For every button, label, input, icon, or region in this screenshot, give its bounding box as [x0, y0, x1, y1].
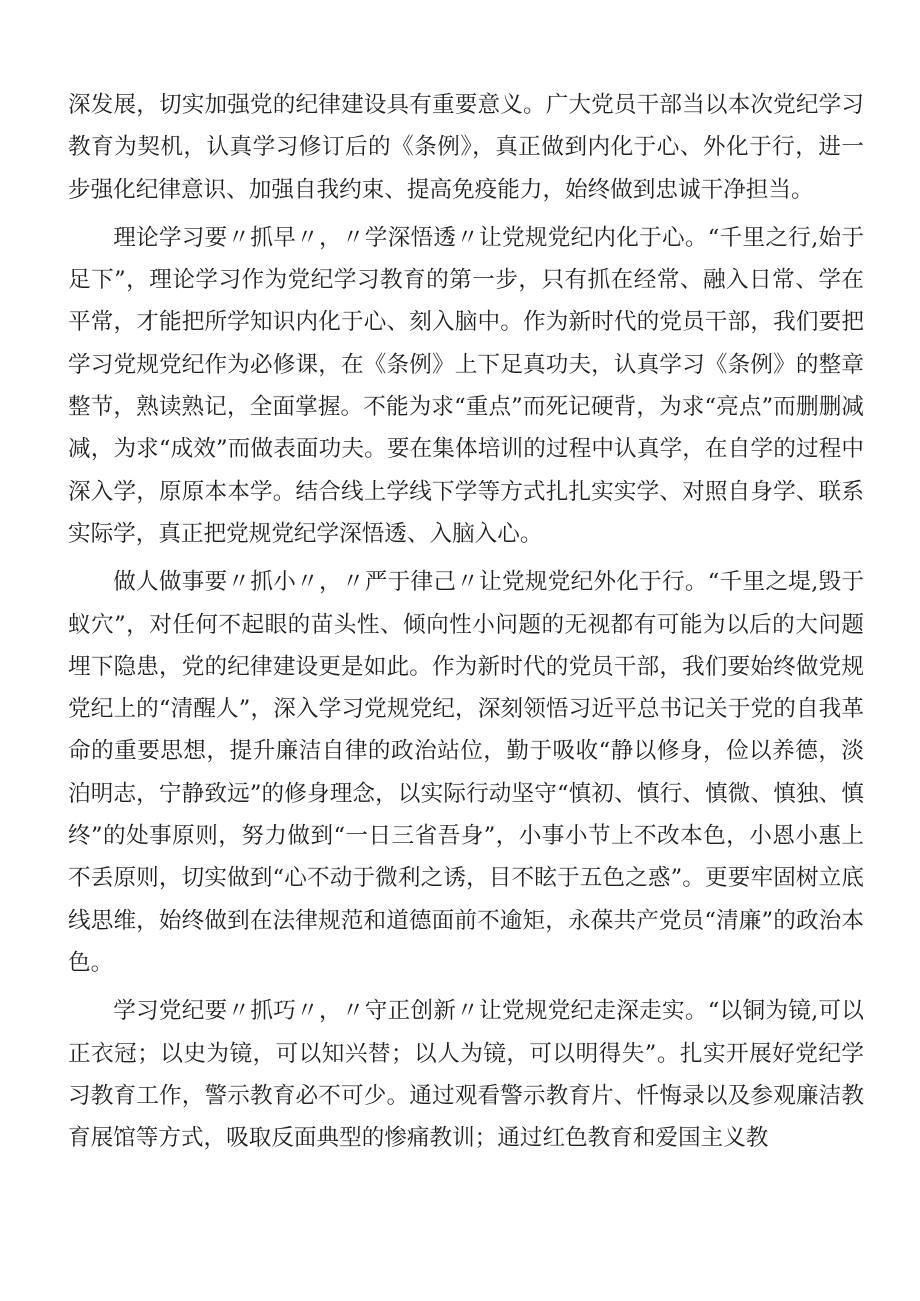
paragraph-1: 深发展，切实加强党的纪律建设具有重要意义。广大党员干部当以本次党纪学习教育为契机，认真学习修订后的《条例》，真正做到内化于心、外化于行，进一步强化纪律意识、加强自我约束、提高免疫能力，始终做到忠诚干净担当。: [68, 92, 864, 203]
paragraph-2: 理论学习要〃抓早〃，〃学深悟透〃让党规党纪内化于心。“千里之行,始于足下”，理论学习作为党纪学习教育的第一步，只有抓在经常、融入日常、学在平常，才能把所学知识内化于心、刻入脑中。作为新时代的党员干部，我们要把学习党规党纪作为必修课，在《条例》上下足真功夫，认真学习《条例》的整章整节，熟读熟记，全面掌握。不能为求“重点”而死记硬背，为求“亮点”而删删减减，为求“成效”而做表面功夫。要在集体培训的过程中认真学，在自学的过程中深入学，原原本本学。结合线上学线下学等方式扎扎实实学、对照自身学、联系实际学，真正把党规党纪学深悟透、入脑入心。: [68, 224, 864, 547]
paragraph-3: 做人做事要〃抓小〃，〃严于律己〃让党规党纪外化于行。“千里之堤,毁于蚁穴”，对任何不起眼的苗头性、倾向性小问题的无视都有可能为以后的大问题埋下隐患，党的纪律建设更是如此。作为新时代的党员干部，我们要始终做党规党纪上的“清醒人”，深入学习党规党纪，深刻领悟习近平总书记关于党的自我革命的重要思想，提升廉洁自律的政治站位，勤于吸收“静以修身，俭以养德，淡泊明志，宁静致远”的修身理念，以实际行动坚守“慎初、慎行、慎微、慎独、慎终”的处事原则，努力做到“一日三省吾身”，小事小节上不改本色，小恩小惠上不丢原则，切实做到“心不动于微利之诱，目不眩于五色之惑”。更要牢固树立底线思维，始终做到在法律规范和道德面前不逾矩，永葆共产党员“清廉”的政治本色。: [68, 569, 864, 976]
paragraph-4: 学习党纪要〃抓巧〃，〃守正创新〃让党规党纪走深走实。“以铜为镜,可以正衣冠；以史为镜，可以知兴替；以人为镜，可以明得失”。扎实开展好党纪学习教育工作，警示教育必不可少。通过观看警示教育片、忏悔录以及参观廉洁教育展馆等方式，吸取反面典型的惨痛教训；通过红色教育和爱国主义教: [68, 998, 864, 1152]
